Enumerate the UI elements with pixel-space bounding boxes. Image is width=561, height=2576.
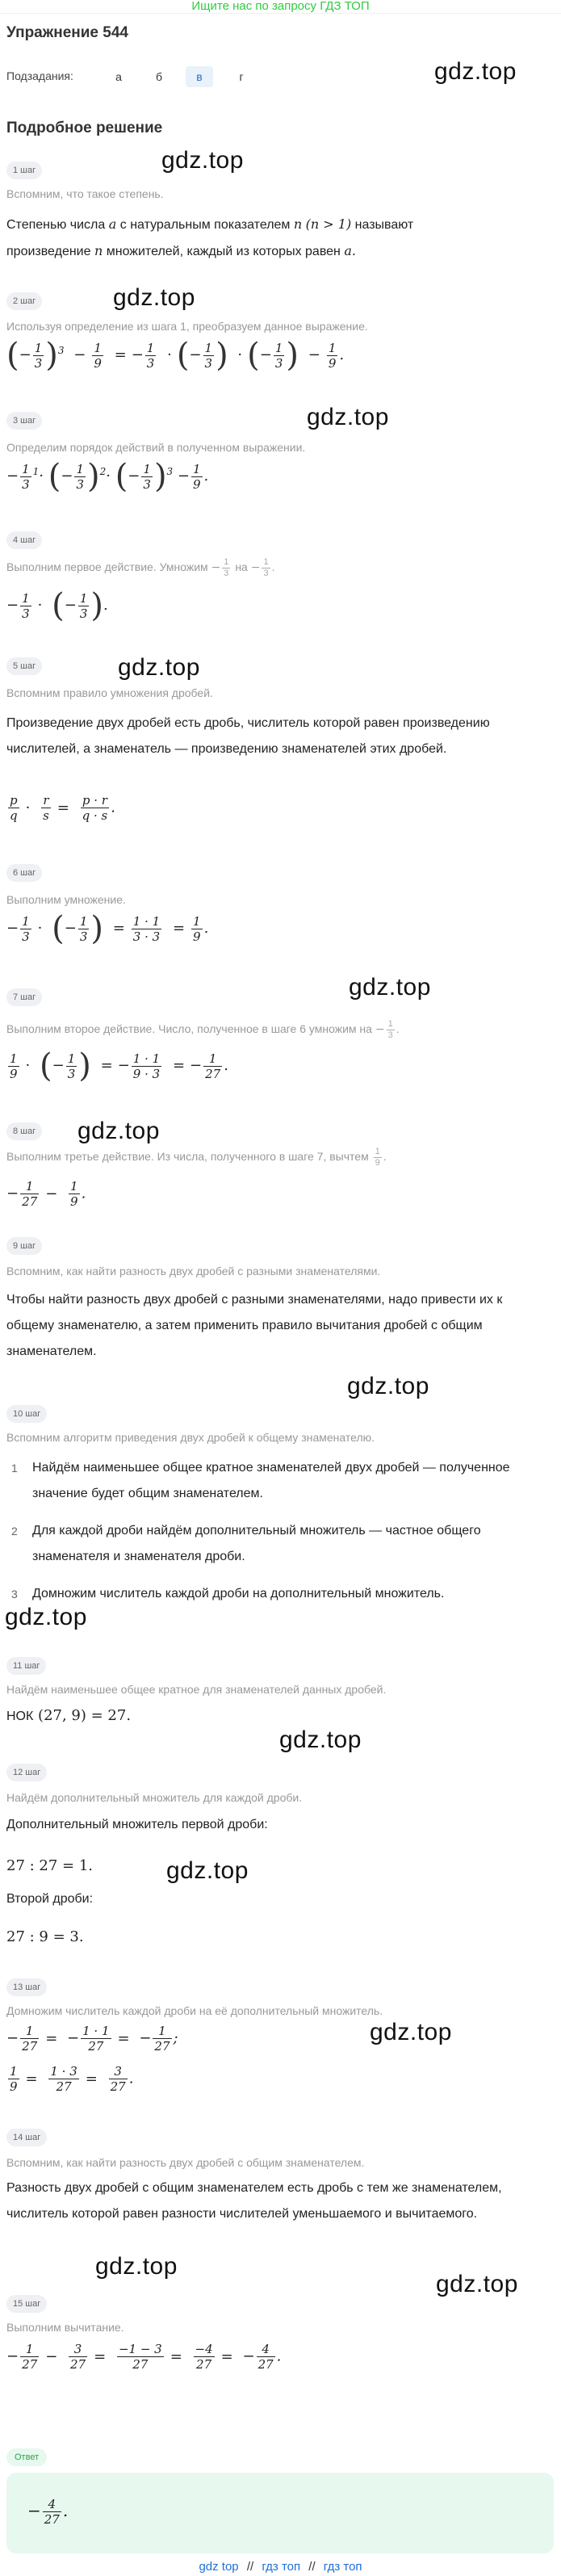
math-expression: − $\frac{1}{27}$ = − $\frac{1 \cdot 1}{27}$ = − $\frac{1}{27}$ ; xyxy=(6,2024,178,2054)
math-expression: НОК (27, 9) = 27. xyxy=(6,1707,132,1724)
footer-link[interactable]: гдз топ xyxy=(323,2560,362,2574)
tab-b[interactable]: б xyxy=(155,70,163,83)
math-expression: − $\frac{1}{27}$ − $\frac{3}{27}$ = $\frac{-1 - 3}{27}$ = $\frac{-4}{27}$ = − $\frac{4}{27}$ . xyxy=(6,2342,282,2372)
step-badge: 11 шаг xyxy=(6,1657,46,1675)
step-text: Степенью числа a с натуральным показателем n (n > 1) называют произведение n множителей, каждый из которых равен a. xyxy=(6,216,414,258)
section-title: Подробное решение xyxy=(6,120,163,136)
tab-a[interactable]: а xyxy=(115,70,122,83)
math-expression: − $\frac{1}{3}$ $^1$· (− $\frac{1}{3}$ )$^2$· (− $\frac{1}{3}$ )$^3$ − $\frac{1}{9}$ . xyxy=(6,458,209,495)
watermark: gdz.top xyxy=(349,974,431,1001)
step-badge: 6 шаг xyxy=(6,864,42,882)
step-hint: Домножим числитель каждой дроби на её дополнительный множитель. xyxy=(6,2004,383,2017)
footer-links: gdz top // гдз топ // гдз топ xyxy=(199,2560,362,2574)
step-hint: Выполним вычитание. xyxy=(6,2321,124,2334)
step-text: Второй дроби: xyxy=(6,1892,94,1906)
watermark: gdz.top xyxy=(370,2019,452,2045)
step-hint: Вспомним, что такое степень. xyxy=(6,187,164,200)
step-hint: Выполним второе действие. Число, полученное в шаге 6 умножим на − $\frac{1}{3}$ . xyxy=(6,1019,400,1040)
step-badge: 9 шаг xyxy=(6,1237,42,1255)
search-banner[interactable]: Ищите нас по запросу ГДЗ ТОП xyxy=(0,0,561,13)
math-expression: (− $\frac{1}{3}$ )$^3$ − $\frac{1}{9}$ = − $\frac{1}{3}$ · (− $\frac{1}{3}$ ) · (− $\frac{1}{3}$ ) − $\frac{1}{9}$ . xyxy=(6,337,345,374)
watermark: gdz.top xyxy=(166,1857,249,1884)
step-hint: Выполним третье действие. Из числа, полученного в шаге 7, вычтем $\frac{1}{9}$ . xyxy=(6,1147,387,1168)
step-text: Произведение двух дробей есть дробь, числитель которой равен произведению числителей, а знаменатель — произведению знаменателей этих дробей. xyxy=(6,716,490,756)
math-expression: 27 : 9 = 3. xyxy=(6,1928,84,1945)
subtasks-label: Подзадания: xyxy=(6,69,73,82)
step-badge: 15 шаг xyxy=(6,2295,47,2313)
watermark: gdz.top xyxy=(95,2253,178,2280)
footer-link[interactable]: gdz top xyxy=(199,2560,239,2574)
list-item: 3 Домножим числитель каждой дроби на дополнительный множитель. xyxy=(11,1587,445,1601)
step-hint: Вспомним, как найти разность двух дробей с общим знаменателем. xyxy=(6,2156,365,2169)
math-expression: − $\frac{1}{3}$ · (− $\frac{1}{3}$ ) = $\frac{1 \cdot 1}{3 \cdot 3}$ = $\frac{1}{9}$ . xyxy=(6,910,209,947)
step-hint: Используя определение из шага 1, преобразуем данное выражение. xyxy=(6,320,368,333)
watermark: gdz.top xyxy=(434,58,517,85)
step-hint: Определим порядок действий в полученном выражении. xyxy=(6,441,306,454)
answer-expression: − $\frac{4}{27}$ . xyxy=(27,2497,69,2527)
step-text: Чтобы найти разность двух дробей с разными знаменателями, надо привести их к общему знаменателю, а затем применить правило вычитания дробей с общим знаменателем. xyxy=(6,1293,503,1358)
math-expression: $\frac{p}{q}$ · $\frac{r}{s}$ = $\frac{p \cdot r}{q \cdot s}$ . xyxy=(10,793,115,823)
footer-link[interactable]: гдз топ xyxy=(262,2560,301,2574)
step-badge: 1 шаг xyxy=(6,162,42,179)
list-item: 2 Для каждой дроби найдём дополнительный множитель — частное общего знаменателя и знаменателя дроби. xyxy=(11,1524,481,1563)
watermark: gdz.top xyxy=(161,147,244,174)
divider xyxy=(0,13,561,14)
watermark: gdz.top xyxy=(113,284,195,311)
watermark: gdz.top xyxy=(118,654,200,681)
step-hint: Выполним умножение. xyxy=(6,893,126,906)
list-item: 1 Найдём наименьшее общее кратное знаменателей двух дробей — полученное значение будет общим знаменателем. xyxy=(11,1461,510,1500)
step-badge: 3 шаг xyxy=(6,412,42,430)
tab-v[interactable]: в xyxy=(186,66,213,87)
step-badge: 5 шаг xyxy=(6,657,42,675)
step-badge: 7 шаг xyxy=(6,988,42,1006)
watermark: gdz.top xyxy=(347,1373,429,1399)
step-badge: 13 шаг xyxy=(6,1978,47,1996)
answer-badge: Ответ xyxy=(6,2448,47,2466)
watermark: gdz.top xyxy=(279,1726,362,1753)
step-badge: 4 шаг xyxy=(6,531,42,549)
watermark: gdz.top xyxy=(5,1604,87,1630)
step-hint: Выполним первое действие. Умножим − $\frac{1}{3}$ на − $\frac{1}{3}$ . xyxy=(6,557,275,578)
watermark: gdz.top xyxy=(77,1118,160,1144)
step-hint: Вспомним алгоритм приведения двух дробей к общему знаменателю. xyxy=(6,1431,375,1444)
step-hint: Найдём дополнительный множитель для каждой дроби. xyxy=(6,1791,303,1804)
step-text: Дополнительный множитель первой дроби: xyxy=(6,1818,268,1831)
watermark: gdz.top xyxy=(307,404,389,430)
math-expression: 27 : 27 = 1. xyxy=(6,1857,94,1874)
math-expression: $\frac{1}{9}$ = $\frac{1 \cdot 3}{27}$ = $\frac{3}{27}$ . xyxy=(10,2064,134,2094)
tab-g[interactable]: г xyxy=(239,70,244,83)
math-expression: $\frac{1}{9}$ · (− $\frac{1}{3}$ ) = − $\frac{1 \cdot 1}{9 \cdot 3}$ = − $\frac{1}{27}$ . xyxy=(10,1047,228,1085)
answer-box xyxy=(6,2473,554,2553)
page-title: Упражнение 544 xyxy=(6,24,128,41)
step-badge: 12 шаг xyxy=(6,1764,47,1781)
step-text: Разность двух дробей с общим знаменателем есть дробь с тем же знаменателем, числитель которой равен разности числителей уменьшаемого и вычитаемого. xyxy=(6,2181,502,2221)
step-badge: 8 шаг xyxy=(6,1122,42,1140)
step-badge: 2 шаг xyxy=(6,292,42,310)
math-expression: − $\frac{1}{3}$ · (− $\frac{1}{3}$ ). xyxy=(6,587,108,624)
step-hint: Вспомним, как найти разность двух дробей с разными знаменателями. xyxy=(6,1265,381,1278)
watermark: gdz.top xyxy=(436,2271,518,2297)
step-hint: Вспомним правило умножения дробей. xyxy=(6,686,213,699)
step-hint: Найдём наименьшее общее кратное для знаменателей данных дробей. xyxy=(6,1683,387,1696)
math-expression: − $\frac{1}{27}$ − $\frac{1}{9}$ . xyxy=(6,1179,86,1209)
step-badge: 14 шаг xyxy=(6,2129,47,2146)
step-badge: 10 шаг xyxy=(6,1405,47,1423)
